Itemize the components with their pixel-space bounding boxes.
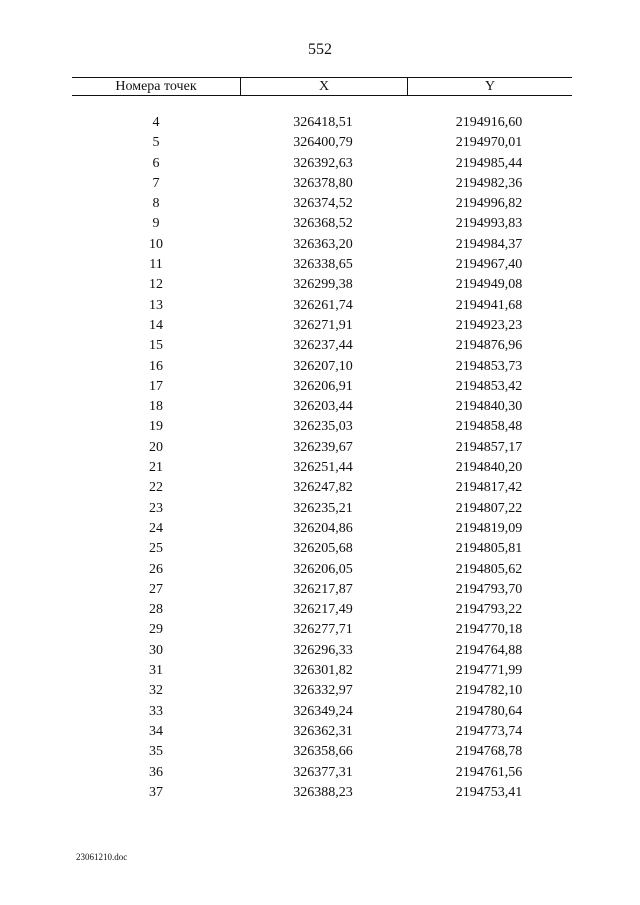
table-row xyxy=(72,398,572,418)
table-row xyxy=(72,479,572,499)
y-cell: 2194793,22 xyxy=(455,602,523,618)
table-row xyxy=(72,723,572,743)
point-number-cell: 25 xyxy=(149,541,163,557)
x-cell: 326239,67 xyxy=(293,439,353,455)
table-row xyxy=(72,236,572,256)
table-row xyxy=(72,114,572,134)
x-cell: 326296,33 xyxy=(293,642,353,658)
x-cell: 326235,21 xyxy=(293,500,353,516)
point-number-cell: 16 xyxy=(149,358,163,374)
y-cell: 2194941,68 xyxy=(455,297,523,313)
x-cell: 326400,79 xyxy=(293,135,353,151)
y-cell: 2194853,73 xyxy=(455,358,523,374)
x-cell: 326418,51 xyxy=(293,115,353,130)
y-cell: 2194840,30 xyxy=(455,399,523,415)
y-cell: 2194771,99 xyxy=(455,663,523,679)
table-row xyxy=(72,358,572,378)
y-cell: 2194805,62 xyxy=(455,561,523,577)
y-cell: 2194858,48 xyxy=(455,419,523,435)
y-cell: 2194853,42 xyxy=(455,378,523,394)
y-cell: 2194770,18 xyxy=(455,622,523,638)
table-row xyxy=(72,276,572,296)
table-row xyxy=(72,378,572,398)
table-row xyxy=(72,621,572,641)
y-cell: 2194916,60 xyxy=(455,115,523,130)
x-cell: 326378,80 xyxy=(293,175,353,191)
x-cell: 326206,91 xyxy=(293,378,353,394)
y-cell: 2194970,01 xyxy=(455,135,523,151)
y-cell: 2194982,36 xyxy=(455,175,523,191)
y-cell: 2194996,82 xyxy=(455,196,523,212)
point-number-cell: 8 xyxy=(152,196,160,212)
point-number-cell: 33 xyxy=(149,703,163,719)
x-cell: 326247,82 xyxy=(293,480,353,496)
point-number-cell: 36 xyxy=(149,764,163,780)
point-number-cell: 9 xyxy=(152,216,160,232)
table-row xyxy=(72,337,572,357)
x-cell: 326374,52 xyxy=(293,196,353,212)
header-y: Y xyxy=(484,79,496,94)
x-cell: 326205,68 xyxy=(293,541,353,557)
point-number-cell: 11 xyxy=(149,257,163,273)
x-cell: 326332,97 xyxy=(293,683,353,699)
point-number-cell: 14 xyxy=(149,317,163,333)
y-cell: 2194780,64 xyxy=(455,703,523,719)
table-row xyxy=(72,256,572,276)
y-cell: 2194753,41 xyxy=(455,784,523,800)
y-cell: 2194993,83 xyxy=(455,216,523,232)
x-cell: 326388,23 xyxy=(293,784,353,800)
y-cell: 2194949,08 xyxy=(455,277,523,293)
x-cell: 326368,52 xyxy=(293,216,353,232)
table-row xyxy=(72,703,572,723)
point-number-cell: 19 xyxy=(149,419,163,435)
table-row xyxy=(72,520,572,540)
point-number-cell: 18 xyxy=(149,399,163,415)
y-cell: 2194923,23 xyxy=(455,317,523,333)
x-cell: 326271,91 xyxy=(293,317,353,333)
x-cell: 326207,10 xyxy=(293,358,353,374)
point-number-cell: 17 xyxy=(149,378,163,394)
table-row xyxy=(72,500,572,520)
x-cell: 326358,66 xyxy=(293,744,353,760)
point-number-cell: 21 xyxy=(149,460,163,476)
y-cell: 2194817,42 xyxy=(455,480,523,496)
table-row xyxy=(72,662,572,682)
x-cell: 326277,71 xyxy=(293,622,353,638)
table-row xyxy=(72,743,572,763)
point-number-cell: 4 xyxy=(152,115,160,130)
point-number-cell: 30 xyxy=(149,642,163,658)
x-cell: 326377,31 xyxy=(293,764,353,780)
table-row xyxy=(72,317,572,337)
y-cell: 2194761,56 xyxy=(455,764,523,780)
point-number-cell: 23 xyxy=(149,500,163,516)
x-cell: 326217,87 xyxy=(293,581,353,597)
point-number-cell: 35 xyxy=(149,744,163,760)
point-number-cell: 20 xyxy=(149,439,163,455)
y-cell: 2194819,09 xyxy=(455,520,523,536)
point-number-cell: 26 xyxy=(149,561,163,577)
x-cell: 326362,31 xyxy=(293,723,353,739)
y-cell: 2194782,10 xyxy=(455,683,523,699)
x-cell: 326299,38 xyxy=(293,277,353,293)
point-number-cell: 24 xyxy=(149,520,163,536)
point-number-cell: 6 xyxy=(152,155,160,171)
table-row xyxy=(72,439,572,459)
point-number-cell: 10 xyxy=(149,236,163,252)
table-row xyxy=(72,418,572,438)
page-number: 552 xyxy=(308,41,332,58)
header-x: X xyxy=(241,78,408,95)
x-cell: 326363,20 xyxy=(293,236,353,252)
table-row xyxy=(72,540,572,560)
point-number-cell: 12 xyxy=(149,277,163,293)
point-number-cell: 13 xyxy=(149,297,163,313)
table-row xyxy=(72,682,572,702)
point-number-cell: 32 xyxy=(149,683,163,699)
point-number-cell: 29 xyxy=(149,622,163,638)
point-number-cell: 15 xyxy=(149,338,163,354)
table-header xyxy=(72,77,572,96)
x-cell: 326204,86 xyxy=(293,520,353,536)
point-number-cell: 34 xyxy=(149,723,163,739)
x-cell: 326237,44 xyxy=(293,338,353,354)
x-cell: 326206,05 xyxy=(293,561,353,577)
x-cell: 326251,44 xyxy=(293,460,353,476)
table-row xyxy=(72,155,572,175)
x-cell: 326217,49 xyxy=(293,602,353,618)
y-cell: 2194764,88 xyxy=(455,642,523,658)
table-row xyxy=(72,195,572,215)
point-number-cell: 22 xyxy=(149,480,163,496)
y-cell: 2194807,22 xyxy=(455,500,523,516)
header-point-number: Номера точек xyxy=(72,78,241,95)
x-cell: 326349,24 xyxy=(293,703,353,719)
table-row xyxy=(72,764,572,784)
y-cell: 2194768,78 xyxy=(455,744,523,760)
y-cell: 2194793,70 xyxy=(455,581,523,597)
table-row xyxy=(72,134,572,154)
y-cell: 2194773,74 xyxy=(455,723,523,739)
footer-filename: 23061210.doc xyxy=(76,852,128,862)
table-row xyxy=(72,175,572,195)
point-number-cell: 37 xyxy=(149,784,163,800)
x-cell: 326338,65 xyxy=(293,257,353,273)
x-cell: 326203,44 xyxy=(293,399,353,415)
y-cell: 2194876,96 xyxy=(455,338,523,354)
table-body xyxy=(72,114,572,804)
x-cell: 326392,63 xyxy=(293,155,353,171)
table-row xyxy=(72,215,572,235)
x-cell: 326235,03 xyxy=(293,419,353,435)
table-row xyxy=(72,581,572,601)
point-number-cell: 28 xyxy=(149,602,163,618)
y-cell: 2194840,20 xyxy=(455,460,523,476)
y-cell: 2194967,40 xyxy=(455,257,523,273)
x-cell: 326301,82 xyxy=(293,663,353,679)
point-number-cell: 27 xyxy=(149,581,163,597)
table-row xyxy=(72,459,572,479)
y-cell: 2194805,81 xyxy=(455,541,523,557)
point-number-cell: 5 xyxy=(152,135,160,151)
point-number-cell: 31 xyxy=(149,663,163,679)
table-row xyxy=(72,297,572,317)
table-row xyxy=(72,642,572,662)
table-row xyxy=(72,784,572,804)
table-row xyxy=(72,601,572,621)
x-cell: 326261,74 xyxy=(293,297,353,313)
point-number-cell: 7 xyxy=(152,175,160,191)
y-cell: 2194984,37 xyxy=(455,236,523,252)
table-row xyxy=(72,561,572,581)
y-cell: 2194985,44 xyxy=(455,155,523,171)
y-cell: 2194857,17 xyxy=(455,439,523,455)
